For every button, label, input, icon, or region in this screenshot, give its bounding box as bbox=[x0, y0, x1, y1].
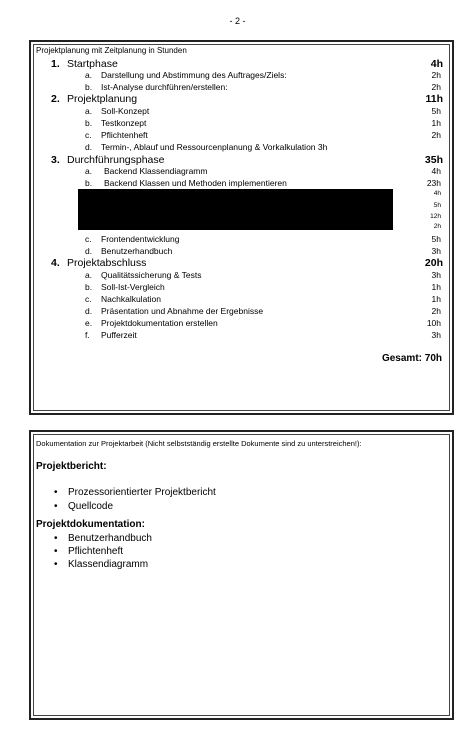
report-heading: Projektbericht: bbox=[36, 461, 107, 472]
item-letter: a. bbox=[85, 70, 93, 80]
item-letter: b. bbox=[85, 118, 93, 128]
item-text: Backend Klassen und Methoden implementieren bbox=[104, 178, 287, 188]
redacted-item-hours: 5h bbox=[433, 202, 441, 209]
redaction-block bbox=[78, 189, 393, 230]
item-hours: 1h bbox=[431, 118, 441, 128]
section-hours: 4h bbox=[430, 58, 443, 70]
section-number: 1. bbox=[51, 58, 60, 70]
report-item: Prozessorientierter Projektbericht bbox=[68, 487, 216, 498]
item-hours: 3h bbox=[431, 246, 441, 256]
item-text: Pflichtenheft bbox=[101, 130, 148, 140]
documentation-inner-border bbox=[33, 434, 450, 716]
item-letter: b. bbox=[85, 282, 93, 292]
item-text: Termin-, Ablauf und Ressourcenplanung & Vorkalkulation 3h bbox=[101, 142, 328, 152]
item-hours: 1h bbox=[431, 294, 441, 304]
item-hours: 10h bbox=[426, 318, 441, 328]
item-text: Pufferzeit bbox=[101, 330, 137, 340]
section-hours: 11h bbox=[425, 93, 443, 105]
item-text: Soll-Ist-Vergleich bbox=[101, 282, 165, 292]
bullet-icon: • bbox=[54, 487, 58, 498]
doc-item: Pflichtenheft bbox=[68, 546, 124, 557]
item-letter: f. bbox=[85, 330, 90, 340]
redacted-item-hours: 12h bbox=[430, 213, 441, 220]
item-letter: e. bbox=[85, 318, 93, 328]
item-text: Nachkalkulation bbox=[101, 294, 162, 304]
bullet-icon: • bbox=[54, 546, 58, 557]
item-hours: 1h bbox=[431, 282, 441, 292]
item-text: Frontendentwicklung bbox=[101, 234, 180, 244]
doc-heading: Projektdokumentation: bbox=[36, 519, 145, 530]
report-item: Quellcode bbox=[68, 501, 114, 512]
plan-caption: Projektplanung mit Zeitplanung in Stunden bbox=[36, 46, 187, 55]
item-hours: 2h bbox=[431, 306, 441, 316]
bullet-icon: • bbox=[54, 501, 58, 512]
documentation-caption: Dokumentation zur Projektarbeit (Nicht selbstständig erstellte Dokumente sind zu unterstreichen!): bbox=[36, 439, 362, 448]
item-letter: c. bbox=[85, 130, 92, 140]
section-title: Startphase bbox=[67, 58, 118, 70]
item-hours: 2h bbox=[431, 130, 441, 140]
item-letter: d. bbox=[85, 306, 93, 316]
item-text: Testkonzept bbox=[101, 118, 147, 128]
item-letter: b. bbox=[85, 82, 93, 92]
item-letter: d. bbox=[85, 246, 93, 256]
item-letter: a. bbox=[85, 166, 93, 176]
item-text: Backend Klassendiagramm bbox=[104, 166, 208, 176]
section-title: Durchführungsphase bbox=[67, 154, 165, 166]
project-plan-box bbox=[29, 40, 454, 415]
section-title: Projektplanung bbox=[67, 93, 138, 105]
item-letter: c. bbox=[85, 234, 92, 244]
item-text: Darstellung und Abstimmung des Auftrages/Ziels: bbox=[101, 70, 287, 80]
item-text: Projektdokumentation erstellen bbox=[101, 318, 218, 328]
item-letter: c. bbox=[85, 294, 92, 304]
redacted-item-hours: 4h bbox=[433, 190, 441, 197]
item-hours: 4h bbox=[431, 166, 441, 176]
item-letter: a. bbox=[85, 270, 93, 280]
section-number: 2. bbox=[51, 93, 60, 105]
redacted-item-hours: 2h bbox=[433, 223, 441, 230]
item-text: Ist-Analyse durchführen/erstellen: bbox=[101, 82, 228, 92]
item-text: Benutzerhandbuch bbox=[101, 246, 173, 256]
project-plan-inner-border bbox=[33, 44, 450, 411]
item-hours: 23h bbox=[426, 178, 441, 188]
item-letter: d. bbox=[85, 142, 93, 152]
item-text: Qualitätssicherung & Tests bbox=[101, 270, 202, 280]
section-number: 3. bbox=[51, 154, 60, 166]
bullet-icon: • bbox=[54, 559, 58, 570]
item-text: Präsentation und Abnahme der Ergebnisse bbox=[101, 306, 264, 316]
item-hours: 5h bbox=[431, 106, 441, 116]
doc-item: Benutzerhandbuch bbox=[68, 533, 152, 544]
item-hours: 2h bbox=[431, 82, 441, 92]
item-hours: 2h bbox=[431, 70, 441, 80]
item-hours: 5h bbox=[431, 234, 441, 244]
section-title: Projektabschluss bbox=[67, 257, 147, 269]
total-hours: Gesamt: 70h bbox=[381, 353, 442, 364]
documentation-box bbox=[29, 430, 454, 720]
section-number: 4. bbox=[51, 257, 60, 269]
section-hours: 35h bbox=[424, 154, 443, 166]
item-letter: a. bbox=[85, 106, 93, 116]
item-letter: b. bbox=[85, 178, 93, 188]
item-hours: 3h bbox=[431, 330, 441, 340]
bullet-icon: • bbox=[54, 533, 58, 544]
doc-item: Klassendiagramm bbox=[68, 559, 149, 570]
item-text: Soll-Konzept bbox=[101, 106, 150, 116]
section-hours: 20h bbox=[424, 257, 443, 269]
page-number: - 2 - bbox=[229, 16, 246, 26]
item-hours: 3h bbox=[431, 270, 441, 280]
